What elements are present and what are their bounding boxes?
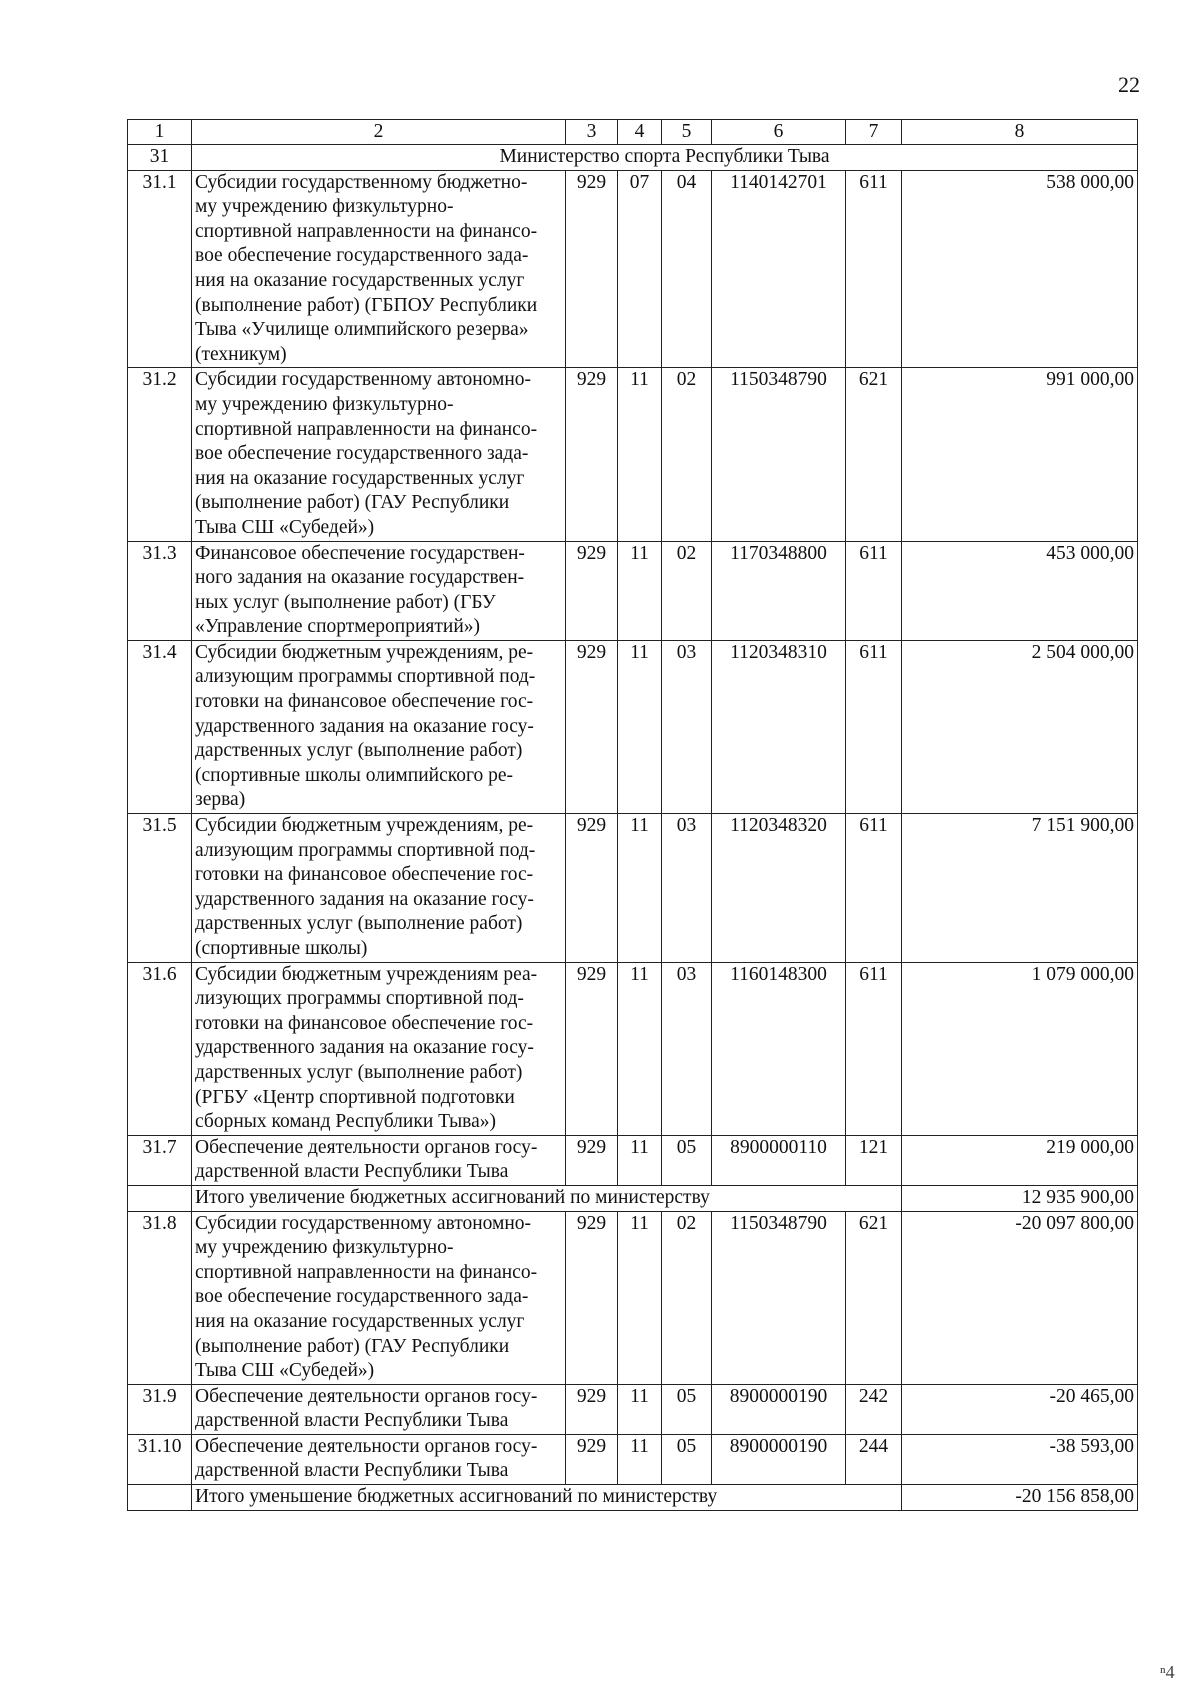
description-line: готовки на финансовое обеспечение гос- (195, 864, 534, 886)
corner-mark: ⁿ4 (1160, 1662, 1175, 1682)
row-description (192, 640, 566, 813)
description-line: ния на оказание государственных услуг (195, 269, 525, 291)
row-number: 31.8 (128, 1211, 192, 1384)
row-number: 31.7 (128, 1135, 192, 1185)
page-number: 22 (1118, 72, 1140, 97)
description-line: ния на оказание государственных услуг (195, 467, 525, 489)
table-row (128, 962, 1138, 1135)
cell-target-article: 1170348800 (712, 541, 846, 640)
description-line: ализующим программы спортивной под- (195, 666, 536, 688)
cell-subsection: 05 (662, 1434, 712, 1484)
cell-subsection: 03 (662, 640, 712, 813)
total-value: -20 156 858,00 (902, 1485, 1138, 1511)
description-line: Субсидии государственному автономно- (195, 369, 532, 391)
cell-section: 11 (618, 962, 662, 1135)
cell-amount: -20 465,00 (902, 1384, 1138, 1434)
row-description (192, 170, 566, 368)
header-cell: 8 (902, 120, 1138, 145)
row-number: 31.4 (128, 640, 192, 813)
description-line: Обеспечение деятельности органов госу- (195, 1136, 538, 1158)
description-line: готовки на финансовое обеспечение гос- (195, 691, 534, 713)
ministry-name: Министерство спорта Республики Тыва (192, 145, 1138, 171)
table-row (128, 1211, 1138, 1384)
description-line: Обеспечение деятельности органов госу- (195, 1385, 538, 1407)
description-line: «Управление спортмероприятий») (195, 616, 480, 638)
cell-target-article: 8900000190 (712, 1434, 846, 1484)
cell-target-article: 8900000190 (712, 1384, 846, 1434)
cell-amount: 991 000,00 (902, 368, 1138, 541)
description-line: Субсидии бюджетным учреждениям реа- (195, 963, 538, 985)
description-line: ударственного задания на оказание госу- (195, 888, 534, 910)
description-line: дарственных услуг (выполнение работ) (195, 1061, 523, 1083)
empty-cell (128, 1485, 192, 1511)
description-line: дарственных услуг (выполнение работ) (195, 740, 523, 762)
table-row (128, 1135, 1138, 1185)
description-line: Субсидии бюджетным учреждениям, ре- (195, 815, 534, 837)
description-line: Финансовое обеспечение государствен- (195, 542, 525, 564)
cell-amount: -38 593,00 (902, 1434, 1138, 1484)
description-line: дарственной власти Республики Тыва (195, 1410, 509, 1432)
cell-subsection: 03 (662, 962, 712, 1135)
table-row (128, 1434, 1138, 1484)
cell-expense-type: 611 (846, 962, 902, 1135)
cell-target-article: 1160148300 (712, 962, 846, 1135)
cell-amount: -20 097 800,00 (902, 1211, 1138, 1384)
cell-ministry-code: 929 (566, 1434, 618, 1484)
cell-ministry-code: 929 (566, 640, 618, 813)
cell-subsection: 02 (662, 1211, 712, 1384)
header-cell: 2 (192, 120, 566, 145)
description-line: му учреждению физкультурно- (195, 393, 454, 415)
description-line: спортивной направленности на финансо- (195, 1261, 538, 1283)
description-line: Обеспечение деятельности органов госу- (195, 1435, 538, 1457)
row-description (192, 541, 566, 640)
description-line: (техникум) (195, 343, 287, 365)
description-line: (спортивные школы олимпийского ре- (195, 764, 513, 786)
row-number: 31.6 (128, 962, 192, 1135)
description-line: вое обеспечение государственного зада- (195, 443, 529, 465)
description-line: ударственного задания на оказание госу- (195, 715, 534, 737)
cell-section: 11 (618, 1384, 662, 1434)
header-cell: 7 (846, 120, 902, 145)
cell-target-article: 8900000110 (712, 1135, 846, 1185)
cell-section: 11 (618, 640, 662, 813)
header-cell: 4 (618, 120, 662, 145)
cell-ministry-code: 929 (566, 1384, 618, 1434)
total-label: Итого уменьшение бюджетных ассигнований по министерству (192, 1485, 902, 1511)
description-line: Субсидии бюджетным учреждениям, ре- (195, 641, 534, 663)
cell-expense-type: 611 (846, 541, 902, 640)
cell-amount: 7 151 900,00 (902, 814, 1138, 963)
cell-expense-type: 611 (846, 640, 902, 813)
cell-subsection: 05 (662, 1135, 712, 1185)
cell-ministry-code: 929 (566, 368, 618, 541)
description-line: зерва) (195, 789, 246, 811)
description-line: лизующих программы спортивной под- (195, 988, 524, 1010)
table-row (128, 640, 1138, 813)
description-line: готовки на финансовое обеспечение гос- (195, 1012, 534, 1034)
table-row (128, 814, 1138, 963)
description-line: ударственного задания на оказание госу- (195, 1037, 534, 1059)
cell-target-article: 1120348320 (712, 814, 846, 963)
row-description (192, 1211, 566, 1384)
row-number: 31.5 (128, 814, 192, 963)
total-value: 12 935 900,00 (902, 1185, 1138, 1211)
table-row (128, 170, 1138, 368)
cell-expense-type: 621 (846, 1211, 902, 1384)
cell-amount: 453 000,00 (902, 541, 1138, 640)
cell-subsection: 05 (662, 1384, 712, 1434)
row-description (192, 814, 566, 963)
table-row (128, 368, 1138, 541)
cell-expense-type: 244 (846, 1434, 902, 1484)
cell-expense-type: 611 (846, 170, 902, 368)
cell-section: 07 (618, 170, 662, 368)
description-line: ного задания на оказание государствен- (195, 567, 525, 589)
description-line: Тыва СШ «Субедей») (195, 516, 375, 538)
description-line: сборных команд Республики Тыва») (195, 1111, 497, 1133)
row-description (192, 1135, 566, 1185)
cell-target-article: 1150348790 (712, 368, 846, 541)
cell-ministry-code: 929 (566, 170, 618, 368)
cell-expense-type: 611 (846, 814, 902, 963)
ministry-code: 31 (128, 145, 192, 171)
description-line: вое обеспечение государственного зада- (195, 245, 529, 267)
cell-target-article: 1140142701 (712, 170, 846, 368)
row-number: 31.2 (128, 368, 192, 541)
table-row (128, 1384, 1138, 1434)
description-line: (выполнение работ) (ГАУ Республики (195, 492, 510, 514)
total-label: Итого увеличение бюджетных ассигнований по министерству (192, 1185, 902, 1211)
cell-section: 11 (618, 368, 662, 541)
header-row (128, 120, 1138, 145)
description-line: му учреждению физкультурно- (195, 196, 454, 218)
row-number: 31.1 (128, 170, 192, 368)
row-number: 31.9 (128, 1384, 192, 1434)
cell-amount: 219 000,00 (902, 1135, 1138, 1185)
header-cell: 1 (128, 120, 192, 145)
description-line: спортивной направленности на финансо- (195, 220, 538, 242)
empty-cell (128, 1185, 192, 1211)
cell-ministry-code: 929 (566, 962, 618, 1135)
row-description (192, 368, 566, 541)
description-line: (спортивные школы) (195, 938, 368, 959)
row-description (192, 962, 566, 1135)
description-line: (выполнение работ) (ГБПОУ Республики (195, 294, 538, 316)
cell-section: 11 (618, 814, 662, 963)
description-line: вое обеспечение государственного зада- (195, 1286, 529, 1308)
cell-subsection: 02 (662, 541, 712, 640)
header-cell: 3 (566, 120, 618, 145)
description-line: Субсидии государственному бюджетно- (195, 171, 528, 193)
cell-amount: 538 000,00 (902, 170, 1138, 368)
description-line: дарственной власти Республики Тыва (195, 1161, 509, 1183)
description-line: (выполнение работ) (ГАУ Республики (195, 1335, 510, 1357)
description-line: Субсидии государственному автономно- (195, 1212, 532, 1234)
cell-subsection: 02 (662, 368, 712, 541)
cell-ministry-code: 929 (566, 541, 618, 640)
cell-target-article: 1120348310 (712, 640, 846, 813)
description-line: ализующим программы спортивной под- (195, 839, 536, 861)
description-line: Тыва «Училище олимпийского резерва» (195, 319, 529, 341)
ministry-row (128, 145, 1138, 171)
cell-ministry-code: 929 (566, 1135, 618, 1185)
description-line: Тыва СШ «Субедей») (195, 1360, 375, 1382)
description-line: (РГБУ «Центр спортивной подготовки (195, 1086, 515, 1108)
header-cell: 6 (712, 120, 846, 145)
cell-section: 11 (618, 1135, 662, 1185)
row-number: 31.10 (128, 1434, 192, 1484)
cell-section: 11 (618, 541, 662, 640)
cell-amount: 2 504 000,00 (902, 640, 1138, 813)
cell-ministry-code: 929 (566, 814, 618, 963)
description-line: ния на оказание государственных услуг (195, 1310, 525, 1332)
cell-subsection: 04 (662, 170, 712, 368)
description-line: ных услуг (выполнение работ) (ГБУ (195, 591, 496, 613)
cell-section: 11 (618, 1211, 662, 1384)
cell-ministry-code: 929 (566, 1211, 618, 1384)
row-number: 31.3 (128, 541, 192, 640)
budget-table (127, 119, 1138, 1511)
description-line: дарственных услуг (выполнение работ) (195, 913, 523, 935)
cell-target-article: 1150348790 (712, 1211, 846, 1384)
table-row (128, 541, 1138, 640)
row-description (192, 1384, 566, 1434)
row-description (192, 1434, 566, 1484)
cell-expense-type: 621 (846, 368, 902, 541)
header-cell: 5 (662, 120, 712, 145)
cell-subsection: 03 (662, 814, 712, 963)
cell-expense-type: 121 (846, 1135, 902, 1185)
description-line: му учреждению физкультурно- (195, 1237, 454, 1259)
cell-expense-type: 242 (846, 1384, 902, 1434)
cell-amount: 1 079 000,00 (902, 962, 1138, 1135)
cell-section: 11 (618, 1434, 662, 1484)
total-increase-row (128, 1185, 1138, 1211)
total-decrease-row (128, 1485, 1138, 1511)
description-line: спортивной направленности на финансо- (195, 418, 538, 440)
description-line: дарственной власти Республики Тыва (195, 1460, 509, 1482)
